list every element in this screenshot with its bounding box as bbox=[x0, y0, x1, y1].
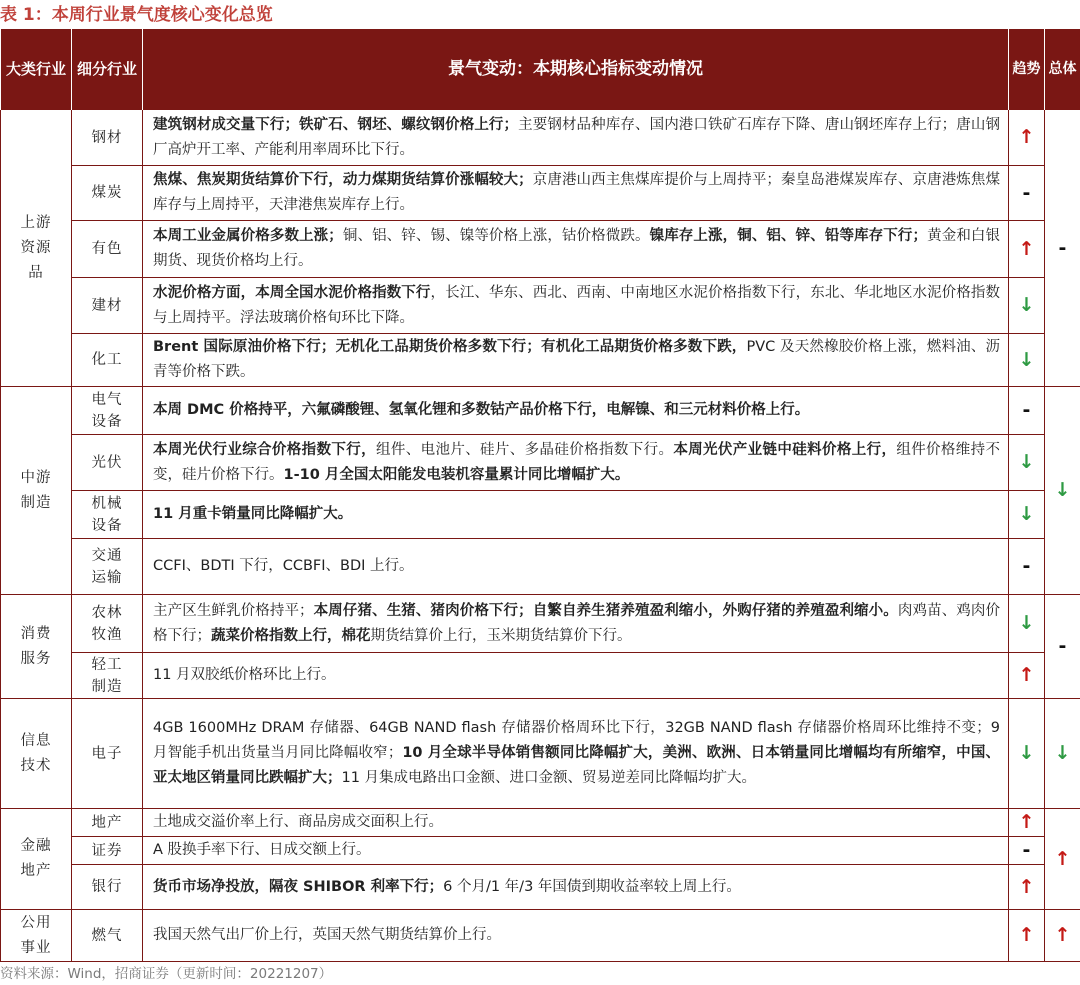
description-segment: 黄金和白银期货、现货价格均上行。 bbox=[153, 228, 1001, 269]
industry-table bbox=[0, 29, 1080, 962]
description-cell bbox=[143, 653, 1009, 699]
description-segment: 10 月全球半导体销售额同比降幅扩大，美洲、欧洲、日本销量同比增幅均有所缩窄，中国、亚太地区销量同比跌幅扩大； bbox=[153, 745, 1000, 786]
table-row bbox=[1, 491, 1080, 539]
overall-indicator: - bbox=[1045, 595, 1080, 699]
sub-industry-cell: 光伏 bbox=[72, 435, 143, 491]
overall-indicator: - bbox=[1045, 110, 1080, 387]
description-cell bbox=[143, 837, 1009, 865]
table-row bbox=[1, 110, 1080, 166]
trend-indicator: ↓ bbox=[1009, 595, 1045, 653]
trend-indicator: - bbox=[1009, 166, 1045, 221]
description-cell bbox=[143, 595, 1009, 653]
table-row bbox=[1, 865, 1080, 910]
description-segment: 本周光伏产业链中硅料价格上行， bbox=[673, 441, 897, 458]
description-segment: A 股换手率下行、日成交额上行。 bbox=[153, 842, 371, 858]
trend-indicator: ↑ bbox=[1009, 653, 1045, 699]
description-cell bbox=[143, 435, 1009, 491]
table-row bbox=[1, 334, 1080, 387]
industry-cell: 公用事业 bbox=[1, 910, 72, 962]
header-row bbox=[1, 29, 1080, 110]
trend-indicator: ↓ bbox=[1009, 699, 1045, 809]
table-title: 表 1：本周行业景气度核心变化总览 bbox=[0, 5, 273, 25]
trend-indicator: ↓ bbox=[1009, 491, 1045, 539]
sub-industry-cell: 证券 bbox=[72, 837, 143, 865]
table-row bbox=[1, 595, 1080, 653]
table-row bbox=[1, 278, 1080, 334]
industry-cell: 消费服务 bbox=[1, 595, 72, 699]
table-row bbox=[1, 699, 1080, 809]
sub-industry-cell: 交通运输 bbox=[72, 539, 143, 595]
sub-industry-cell: 轻工制造 bbox=[72, 653, 143, 699]
overall-indicator: ↓ bbox=[1045, 387, 1080, 595]
description-segment: 4GB 1600MHz DRAM 存储器、64GB NAND flash 存储器价格周环比下行，32GB NAND flash 存储器价格周环比维持不变；9 月智能手机出货量当月同比降幅收窄； bbox=[153, 720, 1000, 761]
sub-industry-cell: 钢材 bbox=[72, 110, 143, 166]
trend-indicator: ↑ bbox=[1009, 110, 1045, 166]
description-segment: 本周工业金属价格多数上涨； bbox=[153, 228, 343, 244]
description-segment: 肉鸡苗、鸡肉价格下行； bbox=[153, 602, 1001, 644]
description-segment: 11 月双胶纸价格环比上行。 bbox=[153, 667, 336, 683]
trend-indicator: - bbox=[1009, 837, 1045, 865]
table-row bbox=[1, 809, 1080, 837]
description-cell bbox=[143, 809, 1009, 837]
description-segment: 焦煤、焦炭期货结算价下行，动力煤期货结算价涨幅较大； bbox=[153, 172, 533, 188]
description-cell bbox=[143, 865, 1009, 910]
description-segment: 主要钢材品种库存、国内港口铁矿石库存下降、唐山钢坯库存上行；唐山钢厂高炉开工率、产能利用率周环比下行。 bbox=[153, 116, 1001, 158]
description-segment: 本周光伏行业综合价格指数下行， bbox=[153, 441, 376, 458]
description-cell bbox=[143, 491, 1009, 539]
description-segment: 主产区生鲜乳价格持平； bbox=[153, 602, 314, 619]
header-desc: 景气变动：本期核心指标变动情况 bbox=[143, 29, 1009, 110]
description-segment: 期货结算价上行，玉米期货结算价下行。 bbox=[370, 627, 632, 644]
trend-indicator: - bbox=[1009, 387, 1045, 435]
industry-cell: 金融地产 bbox=[1, 809, 72, 910]
description-cell bbox=[143, 539, 1009, 595]
description-segment: 镍库存上涨，铜、铝、锌、铅等库存下行； bbox=[649, 228, 927, 244]
description-segment: ，长江、华东、西北、西南、中南地区水泥价格指数下行，东北、华北地区水泥价格指数与上周持平。浮法玻璃价格旬环比下降。 bbox=[153, 284, 1000, 326]
table-row bbox=[1, 387, 1080, 435]
description-segment: 6 个月/1 年/3 年国债到期收益率较上周上行。 bbox=[443, 878, 741, 895]
sub-industry-cell: 农林牧渔 bbox=[72, 595, 143, 653]
sub-industry-cell: 有色 bbox=[72, 221, 143, 278]
trend-indicator: ↓ bbox=[1009, 334, 1045, 387]
description-segment: 建筑钢材成交量下行；铁矿石、钢坯、螺纹钢价格上行； bbox=[153, 116, 519, 133]
industry-cell: 上游资源品 bbox=[1, 110, 72, 387]
description-segment: PVC 及天然橡胶价格上涨，燃料油、沥青等价格下跌。 bbox=[153, 339, 1000, 380]
trend-indicator: - bbox=[1009, 539, 1045, 595]
table-row bbox=[1, 539, 1080, 595]
sub-industry-cell: 银行 bbox=[72, 865, 143, 910]
trend-indicator: ↑ bbox=[1009, 221, 1045, 278]
description-segment: 我国天然气出厂价上行，英国天然气期货结算价上行。 bbox=[153, 927, 501, 943]
description-cell bbox=[143, 110, 1009, 166]
description-cell bbox=[143, 699, 1009, 809]
description-cell bbox=[143, 221, 1009, 278]
description-segment: 土地成交溢价率上行、商品房成交面积上行。 bbox=[153, 814, 443, 830]
table-row bbox=[1, 837, 1080, 865]
table-body bbox=[1, 110, 1080, 962]
description-segment: 11 月集成电路出口金额、进口金额、贸易逆差同比降幅均扩大。 bbox=[341, 770, 757, 786]
trend-indicator: ↑ bbox=[1009, 910, 1045, 962]
description-segment: 水泥价格方面，本周全国水泥价格指数下行 bbox=[153, 284, 431, 301]
overall-indicator: ↓ bbox=[1045, 699, 1080, 809]
description-cell bbox=[143, 910, 1009, 962]
industry-cell: 信息技术 bbox=[1, 699, 72, 809]
sub-industry-cell: 煤炭 bbox=[72, 166, 143, 221]
description-segment: CCFI、BDTI 下行，CCBFI、BDI 上行。 bbox=[153, 558, 414, 574]
table-row bbox=[1, 221, 1080, 278]
trend-indicator: ↓ bbox=[1009, 435, 1045, 491]
description-segment: 本周 DMC 价格持平，六氟磷酸锂、氢氧化锂和多数钴产品价格下行，电解镍、和三元材料价格上行。 bbox=[153, 402, 810, 418]
description-segment: Brent 国际原油价格下行；无机化工品期货价格多数下行；有机化工品期货价格多数下跌， bbox=[153, 339, 747, 355]
table-row bbox=[1, 910, 1080, 962]
description-segment: 组件价格维持不变，硅片价格下行。 bbox=[153, 441, 1001, 483]
table-row bbox=[1, 435, 1080, 491]
sub-industry-cell: 建材 bbox=[72, 278, 143, 334]
description-cell bbox=[143, 278, 1009, 334]
description-cell bbox=[143, 166, 1009, 221]
sub-industry-cell: 电气设备 bbox=[72, 387, 143, 435]
description-segment: 蔬菜价格指数上行，棉花 bbox=[211, 627, 371, 644]
table-row bbox=[1, 653, 1080, 699]
header-overall: 总体 bbox=[1045, 29, 1080, 110]
description-segment: 京唐港山西主焦煤库提价与上周持平；秦皇岛港煤炭库存、京唐港炼焦煤库存与上周持平，天津港焦炭库存上行。 bbox=[153, 172, 1001, 213]
header-sub: 细分行业 bbox=[72, 29, 143, 110]
sub-industry-cell: 电子 bbox=[72, 699, 143, 809]
description-segment: 组件、电池片、硅片、多晶硅价格指数下行。 bbox=[376, 441, 674, 458]
description-segment: 铜、铝、锌、锡、镍等价格上涨，钴价格微跌。 bbox=[342, 228, 650, 244]
trend-indicator: ↓ bbox=[1009, 278, 1045, 334]
source-note: 资料来源：Wind，招商证券（更新时间：20221207） bbox=[0, 966, 333, 982]
trend-indicator: ↑ bbox=[1009, 865, 1045, 910]
sub-industry-cell: 燃气 bbox=[72, 910, 143, 962]
description-cell bbox=[143, 387, 1009, 435]
sub-industry-cell: 地产 bbox=[72, 809, 143, 837]
industry-cell: 中游制造 bbox=[1, 387, 72, 595]
table-row bbox=[1, 166, 1080, 221]
description-segment: 11 月重卡销量同比降幅扩大。 bbox=[153, 506, 353, 522]
overall-indicator: ↑ bbox=[1045, 809, 1080, 910]
description-segment: 货币市场净投放，隔夜 SHIBOR 利率下行； bbox=[153, 878, 444, 895]
description-cell bbox=[143, 334, 1009, 387]
sub-industry-cell: 化工 bbox=[72, 334, 143, 387]
header-trend: 趋势 bbox=[1009, 29, 1045, 110]
sub-industry-cell: 机械设备 bbox=[72, 491, 143, 539]
description-segment: 本周仔猪、生猪、猪肉价格下行；自繁自养生猪养殖盈利缩小，外购仔猪的养殖盈利缩小。 bbox=[313, 602, 898, 619]
trend-indicator: ↑ bbox=[1009, 809, 1045, 837]
overall-indicator: ↑ bbox=[1045, 910, 1080, 962]
description-segment: 1-10 月全国太阳能发电装机容量累计同比增幅扩大。 bbox=[283, 466, 630, 483]
header-industry: 大类行业 bbox=[1, 29, 72, 110]
